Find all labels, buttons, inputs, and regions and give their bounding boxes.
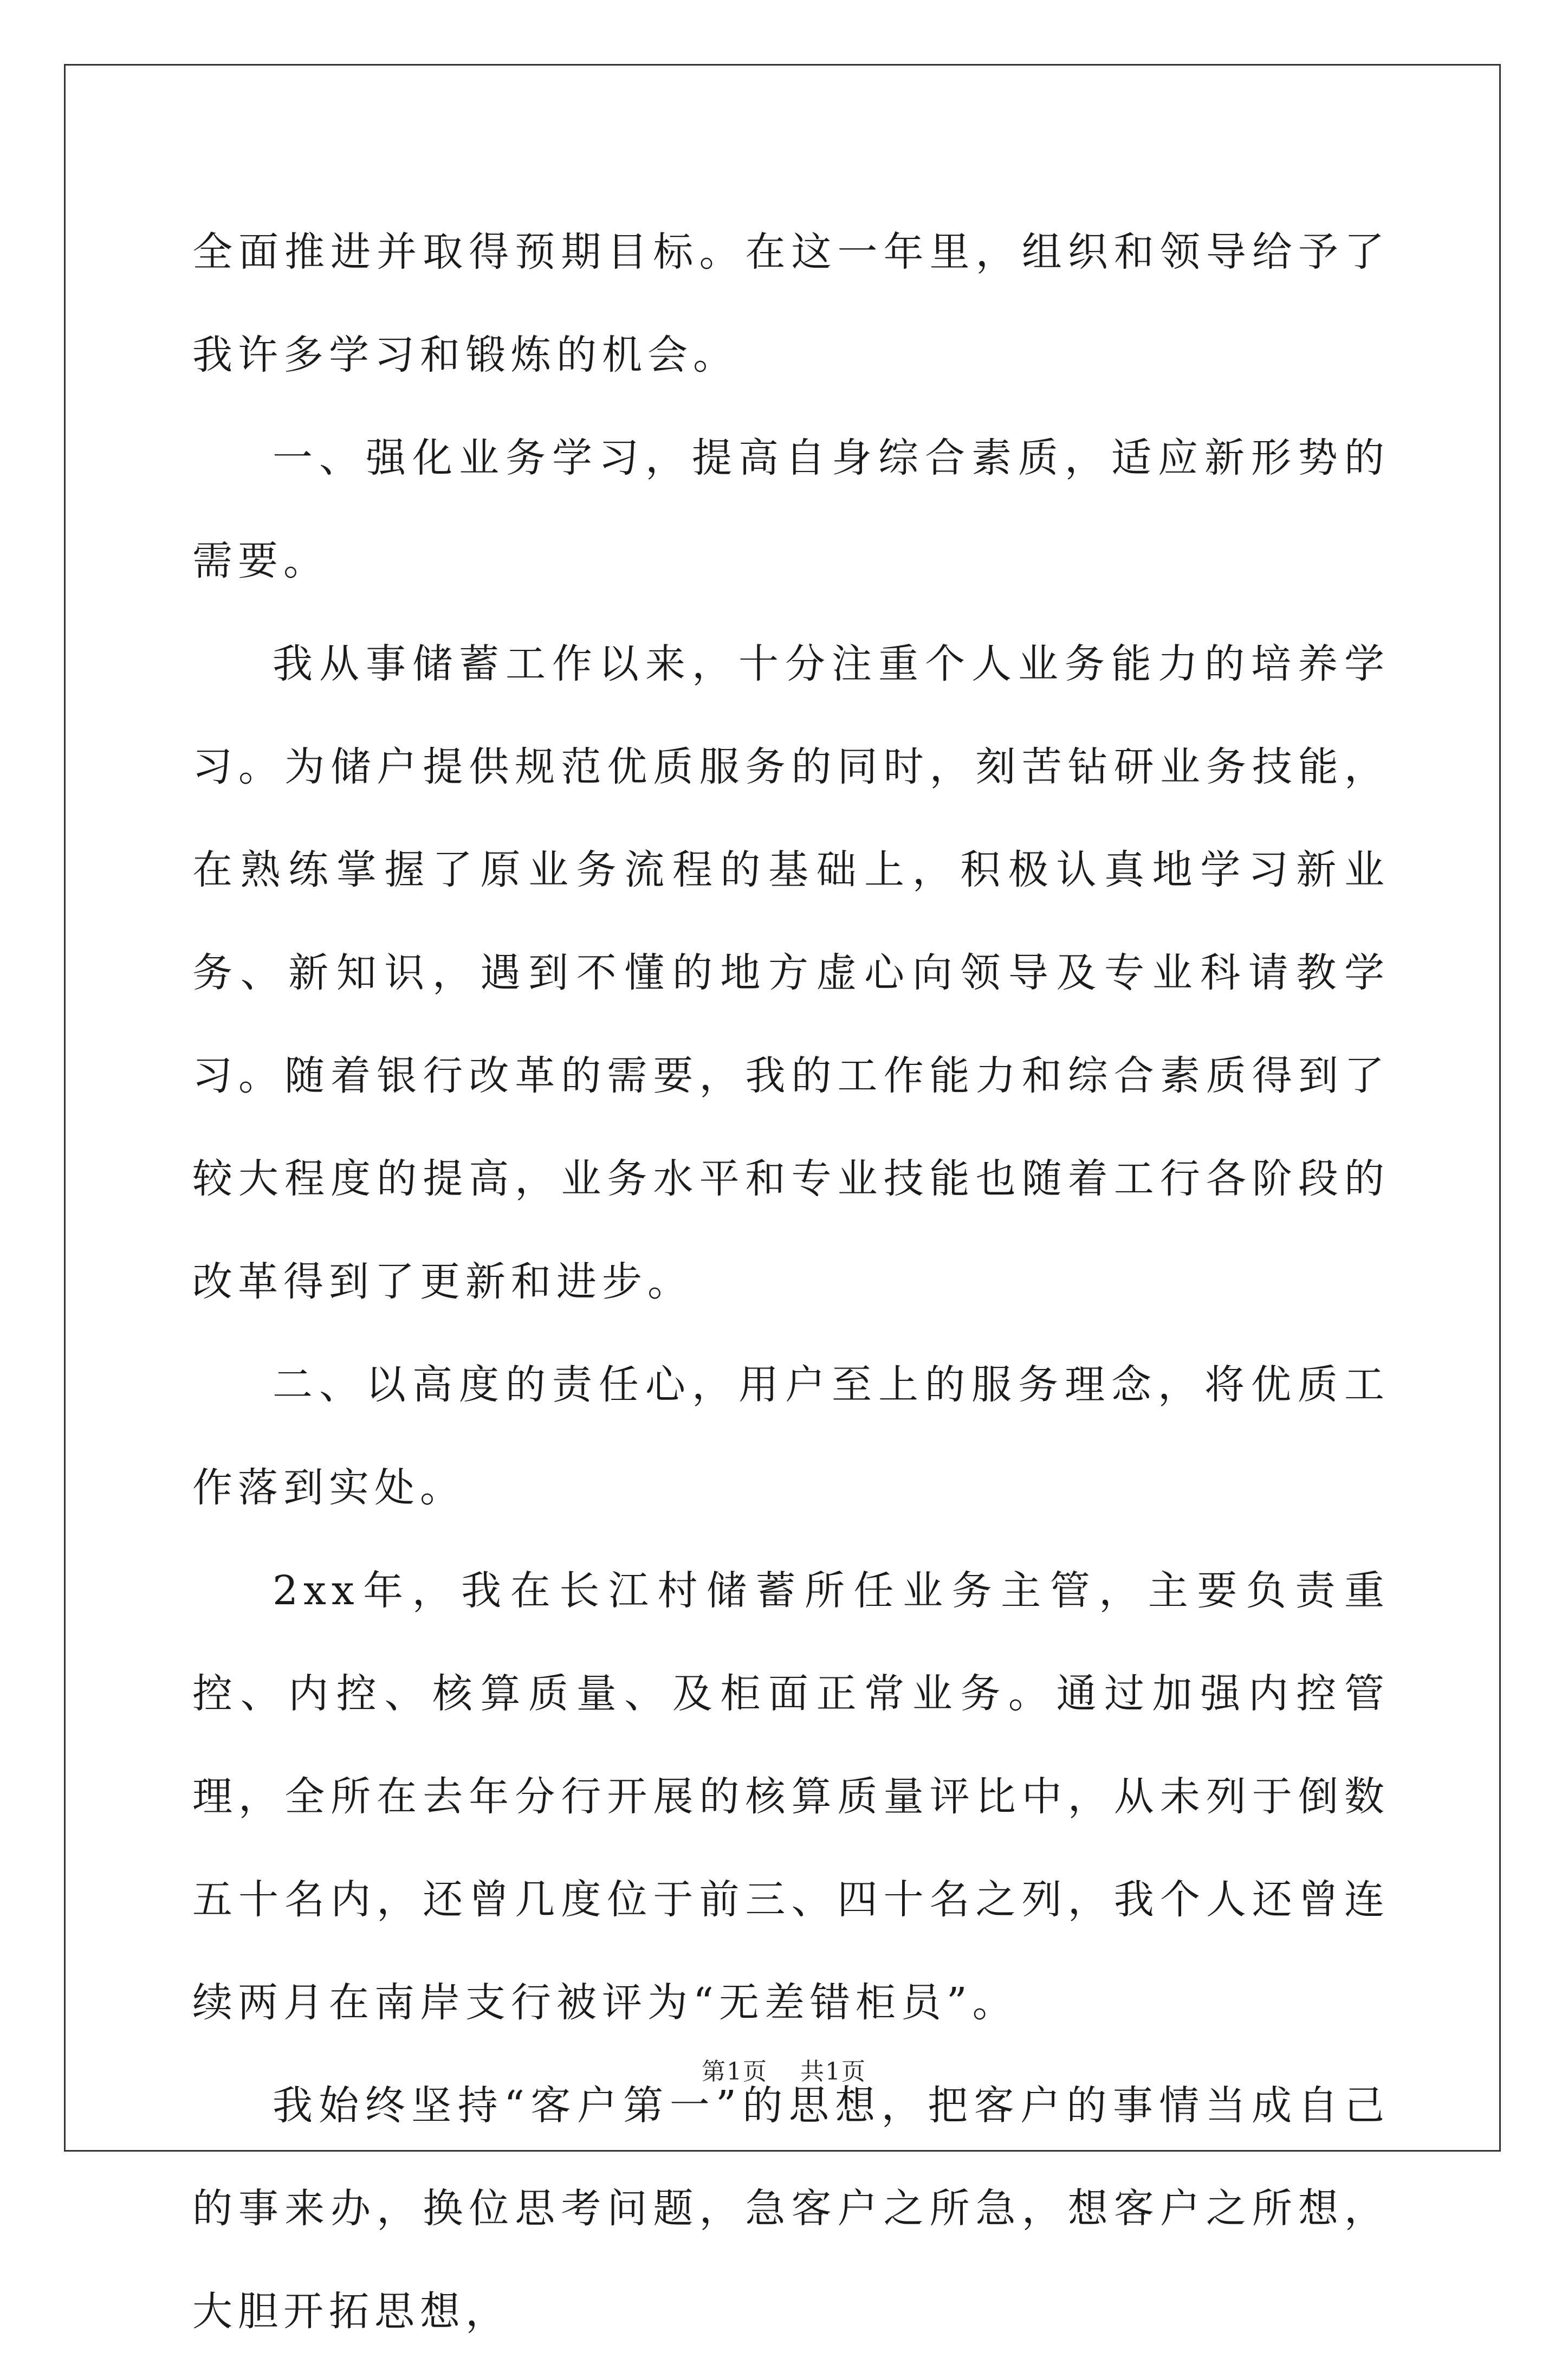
- page-number: 第1页: [702, 2058, 768, 2086]
- paragraph-1: 全面推进并取得预期目标。在这一年里，组织和领导给予了我许多学习和锻炼的机会。: [192, 229, 1390, 378]
- section-heading-1: 一、强化业务学习，提高自身综合素质，适应新形势的需要。: [192, 435, 1390, 584]
- paragraph-3: 2xx年，我在长江村储蓄所任业务主管，主要负责重控、内控、核算质量、及柜面正常业务。通过加强内控管理，全所在去年分行开展的核算质量评比中，从未列于倒数五十名内，还曾几度位于前三、四十名之列，我个人还曾连续两月在南岸支行被评为“无差错柜员”。: [192, 1567, 1390, 2026]
- paragraph-4: 我始终坚持“客户第一”的思想，把客户的事情当成自己的事来办，换位思考问题，急客户之所急，想客户之所想，大胆开拓思想，: [192, 2082, 1390, 2335]
- paragraph-2: 我从事储蓄工作以来，十分注重个人业务能力的培养学习。为储户提供规范优质服务的同时，刻苦钻研业务技能，在熟练掌握了原业务流程的基础上，积极认真地学习新业务、新知识，遇到不懂的地方虚心向领导及专业科请教学习。随着银行改革的需要，我的工作能力和综合素质得到了较大程度的提高，业务水平和专业技能也随着工行各阶段的改革得到了更新和进步。: [192, 641, 1390, 1305]
- page-total: 共1页: [800, 2058, 866, 2086]
- document-body: [192, 201, 1390, 2363]
- section-heading-2: 二、以高度的责任心，用户至上的服务理念，将优质工作落到实处。: [192, 1361, 1390, 1511]
- page-footer: [0, 2056, 1568, 2088]
